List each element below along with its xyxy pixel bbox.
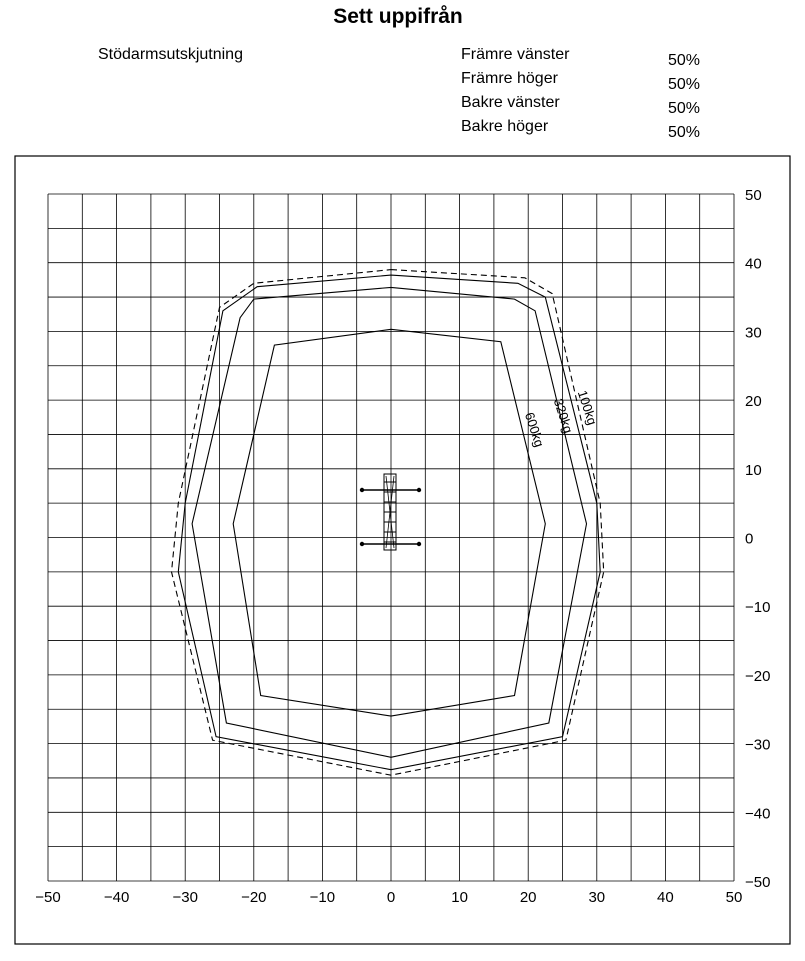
outrigger-label: Främre vänster xyxy=(461,46,570,63)
x-tick-label: −20 xyxy=(241,889,267,906)
y-tick-label: −50 xyxy=(745,874,771,891)
grid xyxy=(35,187,770,906)
x-tick-label: 10 xyxy=(451,889,468,906)
x-tick-label: 30 xyxy=(588,889,606,906)
y-tick-label: 30 xyxy=(745,324,762,342)
crane-top-view xyxy=(360,474,421,550)
y-tick-label: 20 xyxy=(745,393,762,411)
y-tick-label: −10 xyxy=(745,599,771,617)
y-tick-label: 50 xyxy=(745,187,762,204)
y-tick-label: −20 xyxy=(745,667,771,685)
outrigger-label: Främre höger xyxy=(461,70,558,87)
outrigger-extension-heading: Stödarmsutskjutning xyxy=(98,46,243,63)
outrigger-label: Bakre vänster xyxy=(461,94,560,111)
outrigger-label: Bakre höger xyxy=(461,118,549,135)
outrigger-pad-rear-left xyxy=(360,542,364,546)
outrigger-pad-front-right xyxy=(417,488,421,492)
curve-label: 100kg xyxy=(574,388,600,427)
curve-label: 320kg xyxy=(550,396,576,436)
diagram-frame xyxy=(15,156,790,944)
x-tick-label: −10 xyxy=(309,889,336,906)
x-tick-label: 40 xyxy=(657,889,674,906)
outrigger-value: 50% xyxy=(668,100,701,117)
x-tick-label: 0 xyxy=(386,889,396,906)
y-tick-label: −30 xyxy=(745,736,771,754)
x-tick-label: −30 xyxy=(172,889,198,906)
y-tick-label: 0 xyxy=(745,530,754,548)
x-tick-label: 20 xyxy=(519,889,537,906)
x-tick-label: −50 xyxy=(35,889,61,906)
x-tick-label: −40 xyxy=(103,889,130,906)
outrigger-pad-rear-right xyxy=(417,542,421,546)
y-tick-label: 10 xyxy=(745,461,762,479)
load-curve xyxy=(233,329,548,716)
x-tick-label: 50 xyxy=(725,889,743,906)
outrigger-value: 50% xyxy=(668,52,701,69)
curve-label: 600kg xyxy=(521,410,548,449)
outrigger-pad-front-left xyxy=(360,488,364,492)
y-tick-label: −40 xyxy=(745,805,771,823)
page-title: Sett uppifrån xyxy=(333,5,463,28)
y-tick-label: 40 xyxy=(745,255,762,273)
outrigger-value: 50% xyxy=(668,76,701,93)
outrigger-value: 50% xyxy=(668,124,701,141)
